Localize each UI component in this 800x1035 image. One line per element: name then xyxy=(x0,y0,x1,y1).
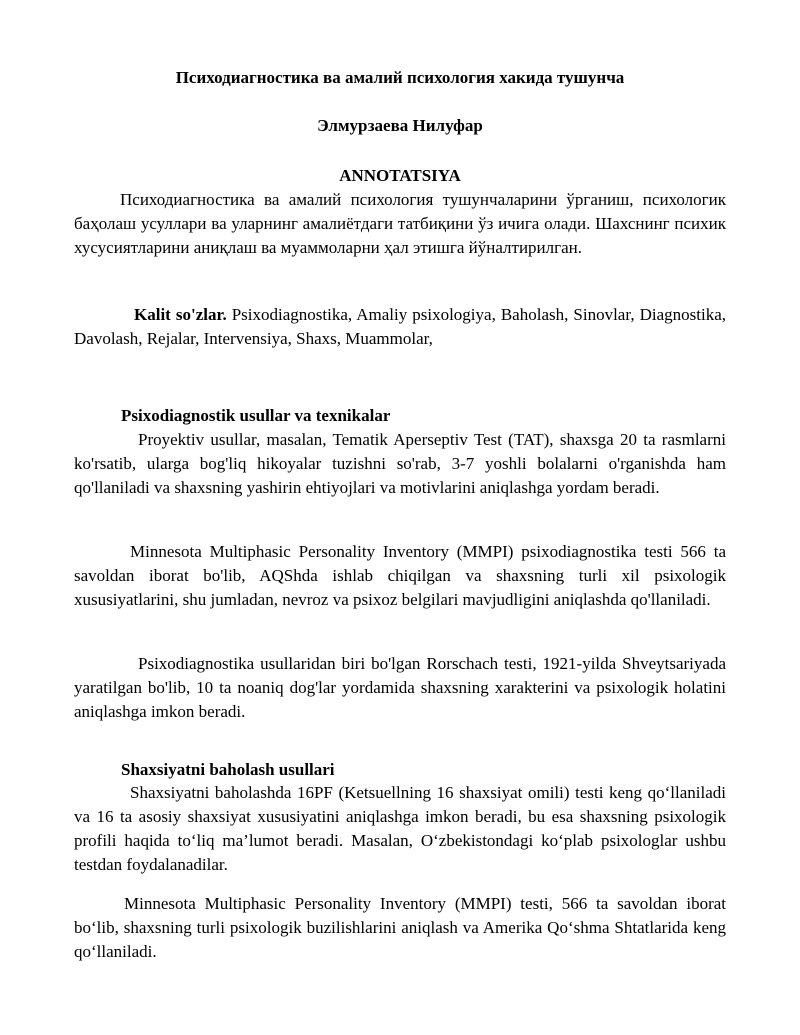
annotation-paragraph: Психодиагностика ва амалий психология тушунчаларини ўрганиш, психологик баҳолаш усуллари ва уларнинг амалиётдаги татбиқини ўз ичига олади. Шахснинг психик хусусиятларини аниқлаш ва муаммоларни ҳал этишга йўналтирилган. xyxy=(74,190,726,257)
section2-paragraph-2: Minnesota Multiphasic Personality Inventory (MMPI) testi, 566 ta savoldan iborat bo‘lib, shaxsning turli psixologik buzilishlarini aniqlash va Amerika Qo‘shma Shtatlarida keng qo‘llaniladi. xyxy=(74,894,726,961)
keywords-paragraph xyxy=(74,303,726,351)
section1-paragraph-2: Minnesota Multiphasic Personality Inventory (MMPI) psixodiagnostika testi 566 ta savoldan iborat bo'lib, AQShda ishlab chiqilgan va shaxsning turli xil psixologik xususiyatlarini, shu jumladan, nevroz va psixoz belgilari mavjudligini aniqlashda qo'llaniladi. xyxy=(74,542,726,609)
keywords-label: Kalit so'zlar. xyxy=(134,305,227,324)
keywords-list: Psixodiagnostika, Amaliy psixologiya, Baholash, Sinovlar, Diagnostika, Davolash, Rejalar, Intervensiya, Shaxs, Muammolar, xyxy=(74,305,726,348)
section-heading-psixodiagnostik: Psixodiagnostik usullar va texnikalar xyxy=(121,406,391,425)
section1-paragraph-3: Psixodiagnostika usullaridan biri bo'lgan Rorschach testi, 1921-yilda Shveytsariyada yaratilgan bo'lib, 10 ta noaniq dog'lar yordamida shaxsning xarakterini va psixologik holatini aniqlashga imkon beradi. xyxy=(74,654,726,721)
author-name: Элмурзаева Нилуфар xyxy=(317,116,483,135)
section2-paragraph-1: Shaxsiyatni baholashda 16PF (Ketsuellning 16 shaxsiyat omili) testi keng qo‘llaniladi va 16 ta asosiy shaxsiyat xususiyatini aniqlashga imkon beradi, bu esa shaxsning psixologik profili haqida to‘liq ma’lumot beradi. Masalan, O‘zbekistondagi ko‘plab psixologlar ushbu testdan foydalanadilar. xyxy=(74,783,726,874)
section1-paragraph-1: Proyektiv usullar, masalan, Tematik Aperseptiv Test (TAT), shaxsga 20 ta rasmlarni ko'rsatib, ularga bog'liq hikoyalar tuzishni so'rab, 3-7 yoshli bolalarni o'rganishda ham qo'llaniladi va shaxsning yashirin ehtiyojlari va motivlarini aniqlashga yordam beradi. xyxy=(74,430,726,497)
paper-title: Психодиагностика ва амалий психология хакида тушунча xyxy=(175,68,625,87)
annotation-heading: ANNOTATSIYA xyxy=(339,166,461,185)
section-heading-shaxsiyat: Shaxsiyatni baholash usullari xyxy=(121,760,335,779)
